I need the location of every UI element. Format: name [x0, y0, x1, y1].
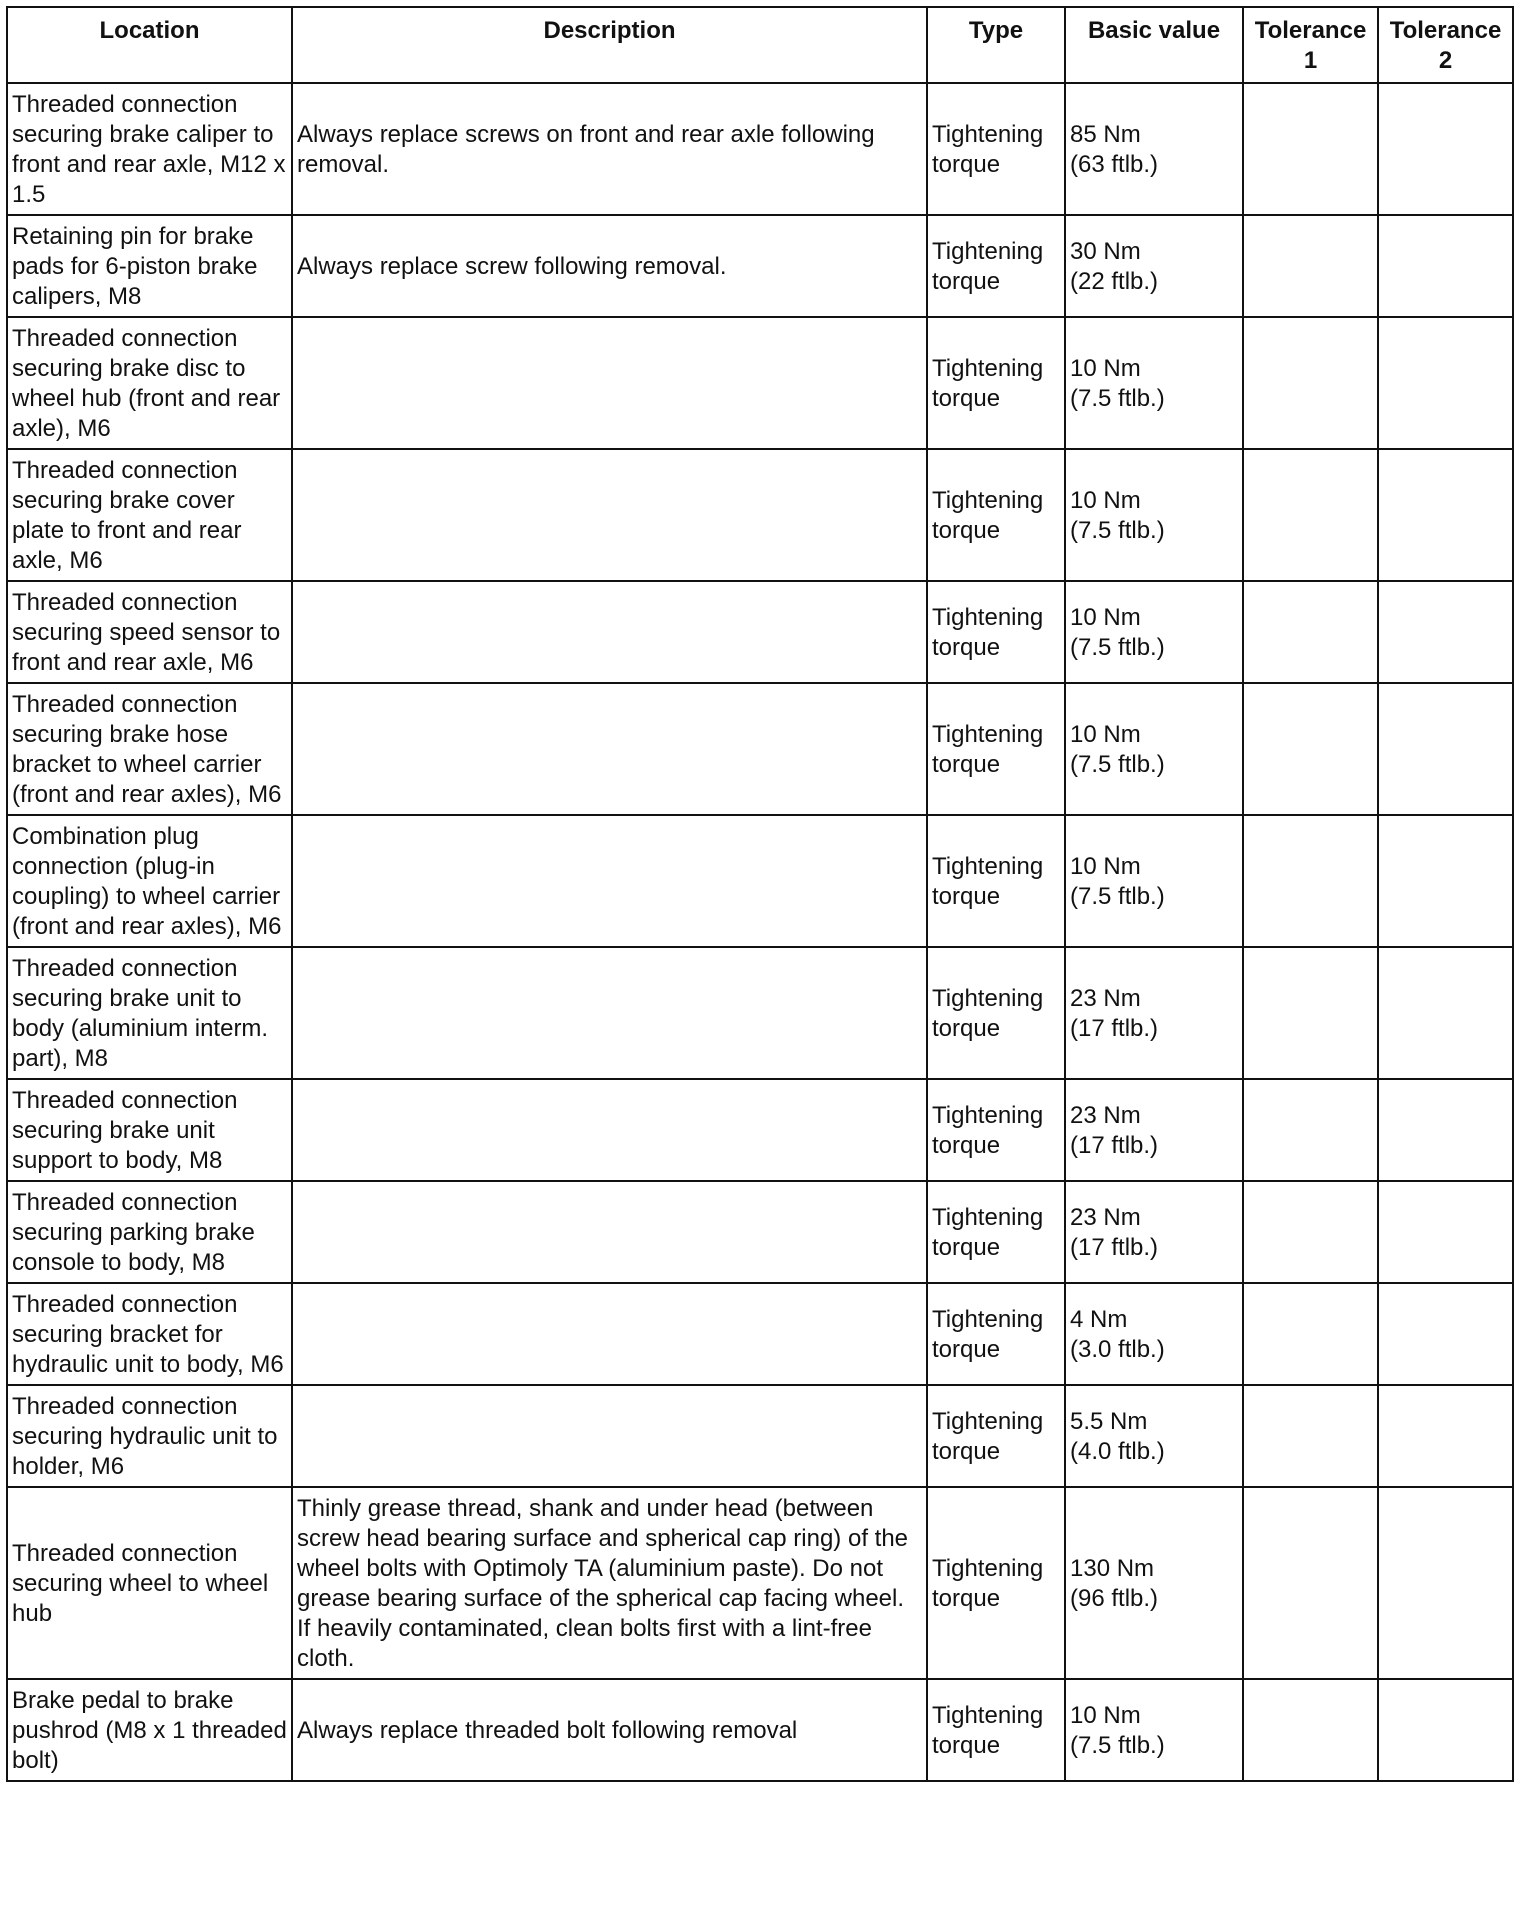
cell-tolerance-1 — [1243, 1487, 1378, 1679]
cell-tolerance-2 — [1378, 215, 1513, 317]
cell-basic-value: 10 Nm (7.5 ftlb.) — [1065, 581, 1243, 683]
cell-location: Threaded connection securing brake unit support to body, M8 — [7, 1079, 292, 1181]
cell-tolerance-1 — [1243, 581, 1378, 683]
cell-basic-value: 10 Nm (7.5 ftlb.) — [1065, 815, 1243, 947]
cell-description — [292, 815, 927, 947]
cell-basic-value: 10 Nm (7.5 ftlb.) — [1065, 449, 1243, 581]
cell-description — [292, 947, 927, 1079]
cell-tolerance-1 — [1243, 83, 1378, 215]
cell-type: Tightening torque — [927, 947, 1065, 1079]
table-row — [7, 815, 1513, 947]
table-row — [7, 683, 1513, 815]
cell-basic-value: 4 Nm (3.0 ftlb.) — [1065, 1283, 1243, 1385]
cell-type: Tightening torque — [927, 83, 1065, 215]
cell-location: Threaded connection securing hydraulic unit to holder, M6 — [7, 1385, 292, 1487]
cell-type: Tightening torque — [927, 815, 1065, 947]
cell-location: Threaded connection securing brake caliper to front and rear axle, M12 x 1.5 — [7, 83, 292, 215]
cell-basic-value: 10 Nm (7.5 ftlb.) — [1065, 317, 1243, 449]
cell-type: Tightening torque — [927, 1385, 1065, 1487]
table-row — [7, 215, 1513, 317]
cell-description — [292, 1283, 927, 1385]
cell-description — [292, 317, 927, 449]
cell-tolerance-1 — [1243, 317, 1378, 449]
header-tolerance-1: Tolerance 1 — [1243, 7, 1378, 83]
cell-tolerance-1 — [1243, 449, 1378, 581]
cell-description — [292, 1385, 927, 1487]
cell-tolerance-2 — [1378, 947, 1513, 1079]
cell-tolerance-1 — [1243, 215, 1378, 317]
cell-type: Tightening torque — [927, 1181, 1065, 1283]
cell-type: Tightening torque — [927, 317, 1065, 449]
cell-location: Threaded connection securing brake cover plate to front and rear axle, M6 — [7, 449, 292, 581]
cell-location: Threaded connection securing wheel to wheel hub — [7, 1487, 292, 1679]
cell-basic-value: 10 Nm (7.5 ftlb.) — [1065, 1679, 1243, 1781]
header-location: Location — [7, 7, 292, 83]
cell-tolerance-1 — [1243, 1181, 1378, 1283]
table-row — [7, 1283, 1513, 1385]
header-tolerance-2: Tolerance 2 — [1378, 7, 1513, 83]
cell-basic-value: 23 Nm (17 ftlb.) — [1065, 1181, 1243, 1283]
cell-location: Threaded connection securing bracket for hydraulic unit to body, M6 — [7, 1283, 292, 1385]
cell-location: Combination plug connection (plug-in coupling) to wheel carrier (front and rear axles), M6 — [7, 815, 292, 947]
cell-tolerance-1 — [1243, 683, 1378, 815]
cell-tolerance-1 — [1243, 1385, 1378, 1487]
cell-basic-value: 130 Nm (96 ftlb.) — [1065, 1487, 1243, 1679]
cell-tolerance-2 — [1378, 1385, 1513, 1487]
cell-location: Threaded connection securing brake hose bracket to wheel carrier (front and rear axles), M6 — [7, 683, 292, 815]
cell-tolerance-1 — [1243, 1283, 1378, 1385]
header-row — [7, 7, 1513, 83]
cell-type: Tightening torque — [927, 1679, 1065, 1781]
cell-tolerance-2 — [1378, 683, 1513, 815]
table-row — [7, 1385, 1513, 1487]
cell-tolerance-1 — [1243, 947, 1378, 1079]
cell-tolerance-1 — [1243, 1679, 1378, 1781]
cell-basic-value: 30 Nm (22 ftlb.) — [1065, 215, 1243, 317]
cell-type: Tightening torque — [927, 1487, 1065, 1679]
table-row — [7, 1079, 1513, 1181]
table-row — [7, 1679, 1513, 1781]
cell-basic-value: 85 Nm (63 ftlb.) — [1065, 83, 1243, 215]
cell-description — [292, 449, 927, 581]
cell-description: Always replace threaded bolt following removal — [292, 1679, 927, 1781]
cell-tolerance-2 — [1378, 1079, 1513, 1181]
cell-tolerance-2 — [1378, 317, 1513, 449]
cell-description: Thinly grease thread, shank and under head (between screw head bearing surface and spherical cap ring) of the wheel bolts with Optimoly TA (aluminium paste). Do not grease bearing surface of the spherical cap facing wheel. If heavily contaminated, clean bolts first with a lint-free cloth. — [292, 1487, 927, 1679]
cell-location: Threaded connection securing speed sensor to front and rear axle, M6 — [7, 581, 292, 683]
torque-spec-table — [6, 6, 1514, 1782]
cell-description — [292, 683, 927, 815]
cell-location: Threaded connection securing brake unit to body (aluminium interm. part), M8 — [7, 947, 292, 1079]
header-basic-value: Basic value — [1065, 7, 1243, 83]
cell-description — [292, 1079, 927, 1181]
cell-tolerance-2 — [1378, 1181, 1513, 1283]
cell-description — [292, 1181, 927, 1283]
cell-type: Tightening torque — [927, 215, 1065, 317]
cell-description: Always replace screws on front and rear axle following removal. — [292, 83, 927, 215]
table-row — [7, 581, 1513, 683]
header-type: Type — [927, 7, 1065, 83]
cell-location: Brake pedal to brake pushrod (M8 x 1 threaded bolt) — [7, 1679, 292, 1781]
cell-tolerance-2 — [1378, 1487, 1513, 1679]
cell-type: Tightening torque — [927, 1079, 1065, 1181]
cell-location: Threaded connection securing brake disc to wheel hub (front and rear axle), M6 — [7, 317, 292, 449]
table-row — [7, 317, 1513, 449]
cell-tolerance-2 — [1378, 581, 1513, 683]
table-row — [7, 1181, 1513, 1283]
table-row — [7, 449, 1513, 581]
table-row — [7, 83, 1513, 215]
cell-basic-value: 23 Nm (17 ftlb.) — [1065, 1079, 1243, 1181]
table-row — [7, 1487, 1513, 1679]
cell-description: Always replace screw following removal. — [292, 215, 927, 317]
cell-type: Tightening torque — [927, 449, 1065, 581]
cell-tolerance-1 — [1243, 815, 1378, 947]
cell-tolerance-2 — [1378, 815, 1513, 947]
cell-tolerance-2 — [1378, 1679, 1513, 1781]
header-description: Description — [292, 7, 927, 83]
cell-type: Tightening torque — [927, 581, 1065, 683]
cell-tolerance-2 — [1378, 449, 1513, 581]
cell-tolerance-2 — [1378, 1283, 1513, 1385]
cell-type: Tightening torque — [927, 683, 1065, 815]
cell-location: Retaining pin for brake pads for 6-piston brake calipers, M8 — [7, 215, 292, 317]
table-row — [7, 947, 1513, 1079]
cell-description — [292, 581, 927, 683]
cell-basic-value: 10 Nm (7.5 ftlb.) — [1065, 683, 1243, 815]
cell-tolerance-2 — [1378, 83, 1513, 215]
cell-type: Tightening torque — [927, 1283, 1065, 1385]
cell-basic-value: 23 Nm (17 ftlb.) — [1065, 947, 1243, 1079]
cell-location: Threaded connection securing parking brake console to body, M8 — [7, 1181, 292, 1283]
cell-basic-value: 5.5 Nm (4.0 ftlb.) — [1065, 1385, 1243, 1487]
cell-tolerance-1 — [1243, 1079, 1378, 1181]
